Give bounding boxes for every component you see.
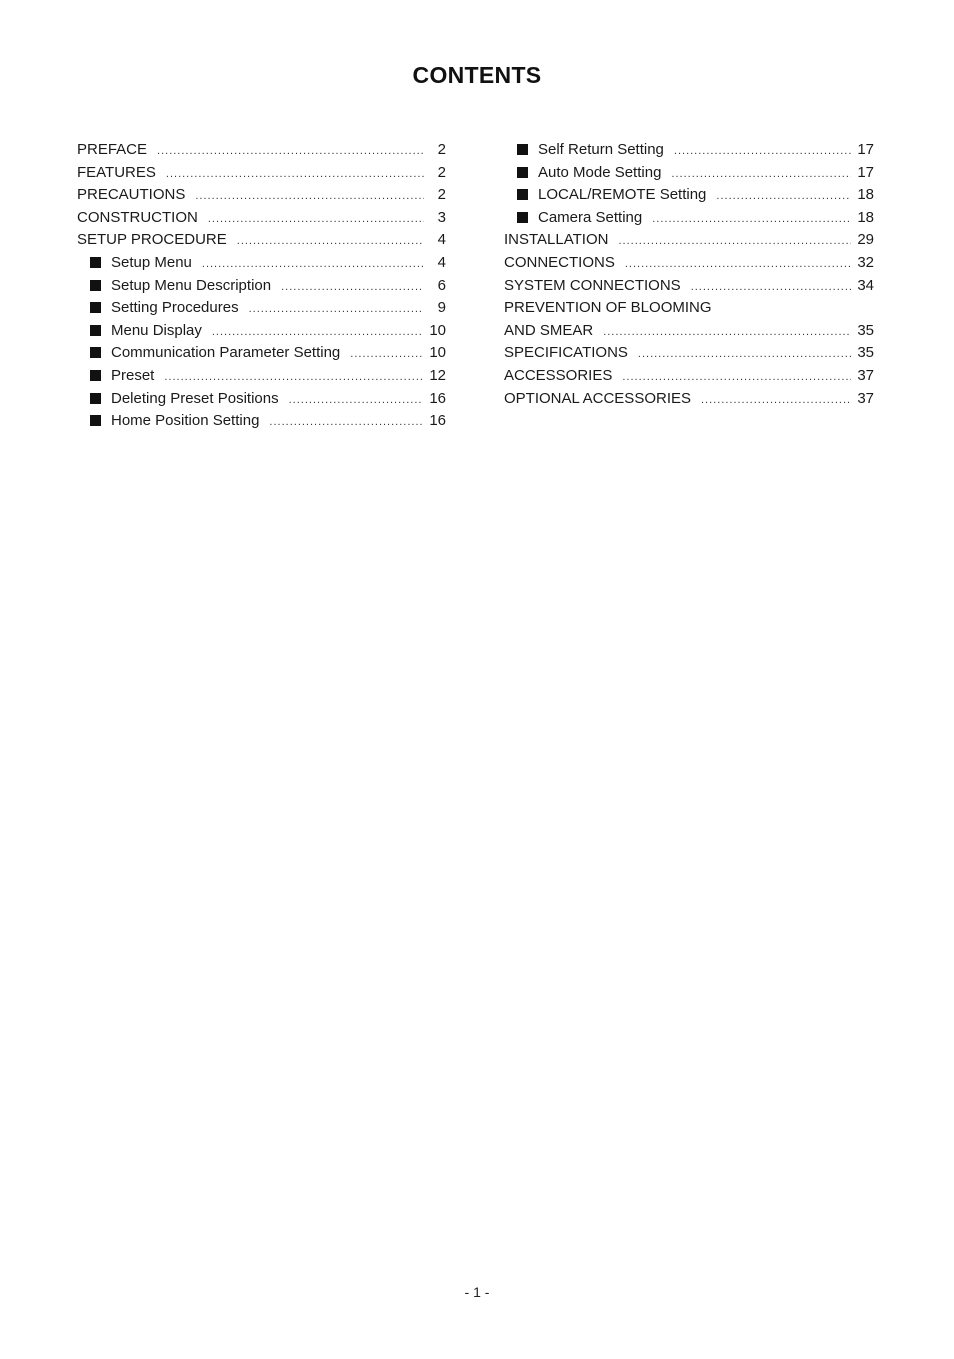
toc-entry <box>77 207 446 230</box>
toc-entry-label: PREFACE <box>77 141 148 158</box>
dot-leader <box>618 230 851 253</box>
dot-leader <box>269 411 423 434</box>
dot-leader <box>249 298 424 321</box>
page-title: CONTENTS <box>412 62 542 88</box>
dot-leader <box>281 276 424 299</box>
dot-leader <box>716 185 851 208</box>
toc-entry <box>504 320 874 343</box>
dot-leader <box>166 163 424 186</box>
square-bullet-icon <box>517 189 528 200</box>
toc-entry-label: INSTALLATION <box>504 231 609 249</box>
toc-entry-page: 16 <box>429 412 446 430</box>
square-bullet-icon <box>517 167 528 178</box>
dot-leader <box>638 343 851 366</box>
toc-entry-label: Setup Menu <box>111 253 192 271</box>
dot-leader <box>157 140 424 163</box>
dot-leader <box>671 163 851 186</box>
toc-entry <box>77 162 446 185</box>
toc-entry <box>504 139 874 162</box>
dot-leader <box>195 185 424 208</box>
toc-entry-page: 16 <box>429 389 446 407</box>
toc-entry <box>77 365 446 388</box>
toc-entry-label: CONSTRUCTION <box>77 208 198 226</box>
toc-entry-label: Deleting Preset Positions <box>111 389 279 407</box>
toc-entry-label: Camera Setting <box>538 208 643 226</box>
dot-leader <box>625 253 851 276</box>
square-bullet-icon <box>517 144 528 155</box>
toc-entry-page: 35 <box>857 344 874 362</box>
toc-entry-label: AND SMEAR <box>504 321 594 339</box>
toc-entry-label: SETUP PROCEDURE <box>77 231 227 249</box>
toc-entry-label: Home Position Setting <box>111 412 260 430</box>
dot-leader <box>603 321 851 344</box>
dot-leader <box>652 208 851 231</box>
toc-entry-page: 17 <box>857 141 874 158</box>
toc-entry <box>504 365 874 388</box>
toc-entry <box>77 275 446 298</box>
toc-entry-page: 2 <box>437 141 446 158</box>
toc-entry-label: Preset <box>111 366 155 384</box>
toc-entry <box>504 207 874 230</box>
toc-entry-page: 18 <box>857 186 874 204</box>
square-bullet-icon <box>90 302 101 313</box>
dot-leader <box>237 230 424 253</box>
toc-entry-page: 35 <box>857 321 874 339</box>
toc-entry-label: ACCESSORIES <box>504 366 613 384</box>
toc-entry-label: Communication Parameter Setting <box>111 344 341 362</box>
toc-entry <box>77 297 446 320</box>
toc-entry-page: 37 <box>857 389 874 407</box>
toc-entry <box>77 388 446 411</box>
toc-entry <box>77 252 446 275</box>
toc-entry-page: 3 <box>437 208 446 226</box>
toc-entry <box>77 320 446 343</box>
toc-entry-page: 18 <box>857 208 874 226</box>
toc-entry-page: 2 <box>437 186 446 204</box>
toc-entry-page: 4 <box>437 253 446 271</box>
dot-leader <box>212 321 423 344</box>
toc-entry <box>77 342 446 365</box>
toc-entry-label: Auto Mode Setting <box>538 163 662 181</box>
toc-entry-label: PRECAUTIONS <box>77 186 186 204</box>
toc-entry <box>504 184 874 207</box>
dot-leader <box>674 140 851 163</box>
toc-entry <box>504 342 874 365</box>
toc-entry <box>504 297 874 320</box>
toc-entry <box>504 229 874 252</box>
toc-entry-label: SPECIFICATIONS <box>504 344 628 362</box>
toc-entry-page: 4 <box>437 231 446 249</box>
toc-entry <box>504 252 874 275</box>
toc-entry-label: SYSTEM CONNECTIONS <box>504 276 681 294</box>
toc-entry-page: 12 <box>429 366 446 384</box>
dot-leader <box>208 208 424 231</box>
square-bullet-icon <box>90 325 101 336</box>
toc-entry <box>77 184 446 207</box>
toc-entry-label: Setting Procedures <box>111 299 239 317</box>
toc-entry-label: Menu Display <box>111 321 202 339</box>
page-number: - 1 - <box>464 1284 490 1300</box>
toc-entry-page: 29 <box>857 231 874 249</box>
dot-leader <box>289 389 424 412</box>
toc-entry-label: CONNECTIONS <box>504 253 615 271</box>
toc-entry-page: 17 <box>857 163 874 181</box>
toc-entry-label: PREVENTION OF BLOOMING <box>504 299 712 317</box>
square-bullet-icon <box>517 212 528 223</box>
toc-left-column <box>77 139 446 433</box>
dot-leader <box>350 343 423 366</box>
toc-entry-page: 37 <box>857 366 874 384</box>
dot-leader <box>691 276 852 299</box>
dot-leader <box>622 366 851 389</box>
toc-entry <box>77 410 446 433</box>
toc-entry <box>504 275 874 298</box>
square-bullet-icon <box>90 415 101 426</box>
square-bullet-icon <box>90 347 101 358</box>
toc-entry-page: 34 <box>857 276 874 294</box>
toc-entry <box>77 139 446 162</box>
dot-leader <box>202 253 424 276</box>
toc-entry <box>504 388 874 411</box>
toc-entry <box>77 229 446 252</box>
toc-right-column <box>504 139 874 410</box>
dot-leader <box>164 366 423 389</box>
toc-entry-page: 10 <box>429 344 446 362</box>
dot-leader <box>701 389 851 412</box>
toc-entry-page: 10 <box>429 321 446 339</box>
toc-entry-page: 6 <box>437 276 446 294</box>
toc-entry-label: LOCAL/REMOTE Setting <box>538 186 707 204</box>
toc-entry-page: 32 <box>857 253 874 271</box>
square-bullet-icon <box>90 257 101 268</box>
toc-entry <box>504 162 874 185</box>
square-bullet-icon <box>90 370 101 381</box>
toc-entry-label: FEATURES <box>77 163 156 181</box>
square-bullet-icon <box>90 393 101 404</box>
toc-entry-page: 9 <box>437 299 446 317</box>
toc-entry-page: 2 <box>437 163 446 181</box>
toc-entry-label: OPTIONAL ACCESSORIES <box>504 389 691 407</box>
toc-entry-label: Setup Menu Description <box>111 276 272 294</box>
square-bullet-icon <box>90 280 101 291</box>
toc-entry-label: Self Return Setting <box>538 141 664 158</box>
